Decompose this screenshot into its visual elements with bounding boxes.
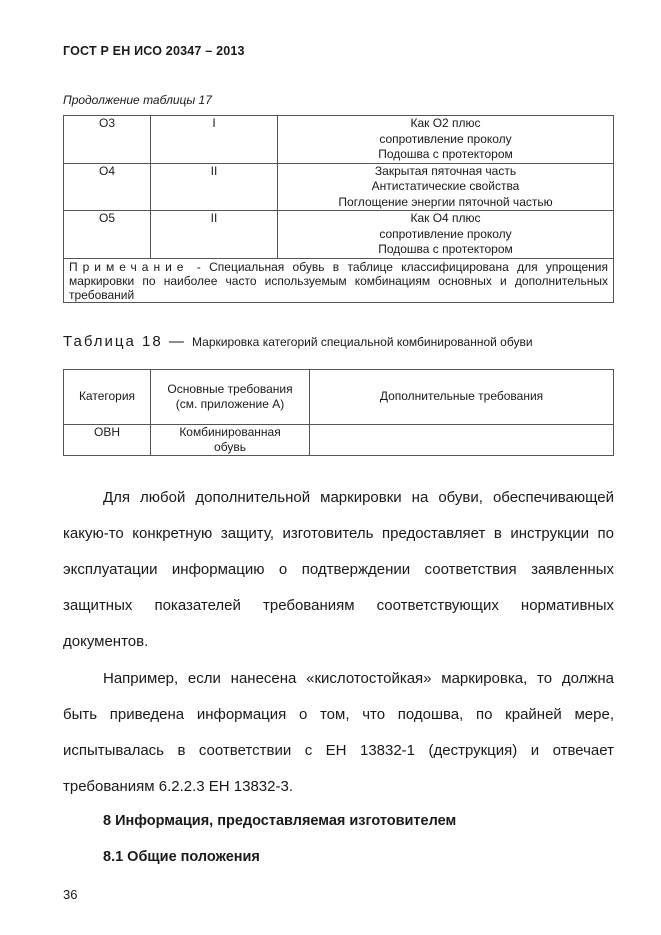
caption-dash: — (162, 333, 193, 350)
basic-requirements-cell: Комбинированная обувь (151, 425, 310, 456)
requirements-cell (278, 211, 614, 259)
code-cell: O4 (64, 163, 151, 211)
additional-requirements-cell (310, 425, 614, 456)
code-cell: O3 (64, 116, 151, 164)
table-18 (63, 369, 614, 456)
requirement-line: Закрытая пяточная часть (374, 163, 517, 178)
class-cell: I (151, 116, 278, 164)
table-note-row (64, 258, 614, 302)
note-text: - Специальная обувь в таблице классифицирована для упрощения маркировки по наиболее часто используемым комбинациям основных и дополнительных требований (69, 259, 608, 302)
paragraph-text: Для любой дополнительной маркировки на обуви, обеспечивающей какую-то конкретную защиту, изготовитель предоставляет в инструкции по эксплуатации информацию о подтверждении соответствия заявленных защитных показателей требованиям соответствующих нормативных документов. (63, 489, 614, 650)
note-label: Примечание (69, 259, 189, 274)
table-header-row (64, 370, 614, 425)
table-row (64, 425, 614, 456)
table-row (64, 116, 614, 164)
column-header: Основные требования (см. приложение А) (151, 370, 310, 425)
class-cell: II (151, 163, 278, 211)
requirement-line: Поглощение энергии пяточной частью (338, 194, 553, 209)
body-paragraph (63, 661, 614, 805)
requirement-line: Как O2 плюс (410, 116, 481, 130)
table-note (64, 258, 614, 302)
requirements-cell (278, 163, 614, 211)
table-18-caption (63, 333, 533, 350)
category-cell: OBH (64, 425, 151, 456)
code-cell: O5 (64, 211, 151, 259)
requirements-cell (278, 116, 614, 164)
class-cell: II (151, 211, 278, 259)
column-header: Дополнительные требования (310, 370, 614, 425)
body-paragraph (63, 480, 614, 660)
requirement-line: Как O4 плюс (410, 211, 481, 225)
section-heading: 8 Информация, предоставляемая изготовителем (103, 813, 457, 829)
table-continuation-label: Продолжение таблицы 17 (63, 93, 212, 107)
table-18-title: Маркировка категорий специальной комбинированной обуви (192, 335, 533, 349)
paragraph-text: Например, если нанесена «кислотостойкая» маркировка, то должна быть приведена информация о том, что подошва, по крайней мере, испытывалась в соответствии с ЕН 13832-1 (деструкция) и отвечает требованиям 6.2.2.3 ЕН 13832-3. (63, 670, 614, 795)
column-header: Категория (64, 370, 151, 425)
document-header: ГОСТ Р ЕН ИСО 20347 – 2013 (63, 44, 245, 58)
requirement-line: сопротивление проколу (379, 131, 512, 146)
page-number: 36 (63, 887, 78, 902)
requirement-line: сопротивление проколу (379, 226, 512, 241)
table-17 (63, 115, 614, 303)
requirement-line: Антистатические свойства (371, 179, 520, 193)
table-row (64, 211, 614, 259)
requirement-line: Подошва с протектором (378, 242, 513, 256)
subsection-heading: 8.1 Общие положения (103, 849, 260, 865)
table-row (64, 163, 614, 211)
table-18-number: Таблица 18 (63, 333, 163, 350)
requirement-line: Подошва с протектором (378, 147, 513, 161)
